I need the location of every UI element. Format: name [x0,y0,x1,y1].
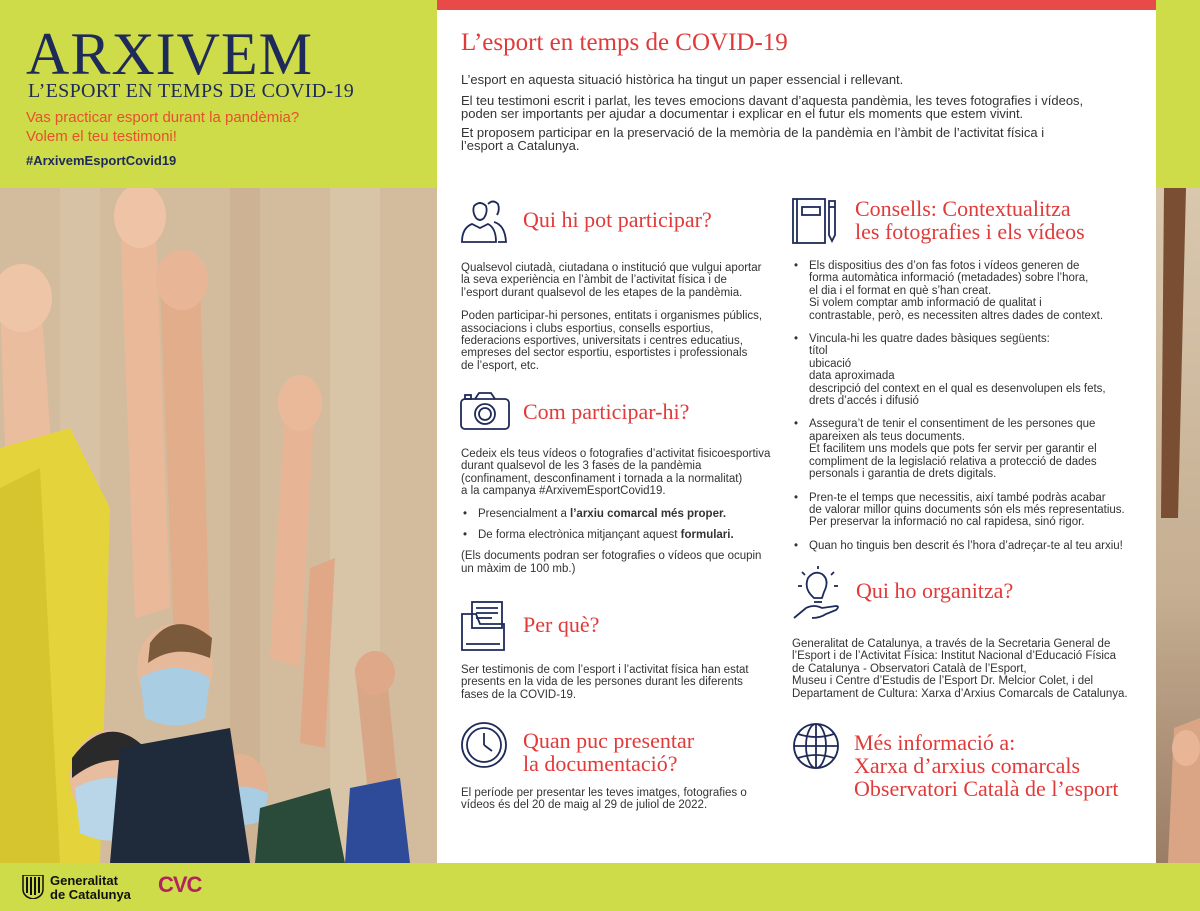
nearest-archive-link[interactable]: l’arxiu comarcal més proper. [570,507,727,520]
com-p1-line-3: (confinament, desconfinament i tornada a la normalitat) [461,472,743,485]
footer [0,863,437,911]
com-p1-line-4: a la campanya #ArxivemEsportCovid19. [461,485,666,498]
section-body-qui [461,262,781,372]
organitza-line-3: de Catalunya - Observatori Català de l’Esport, [792,662,1027,675]
photo-raised-hands [0,188,437,863]
qui-p1-line-3: l’esport durant qualsevol de les etapes de la pandèmia. [461,286,743,299]
tagline-line-2: Volem el teu testimoni! [26,128,177,145]
com-note-line-1: (Els documents podran ser fotografies o vídeos que ocupin [461,550,762,563]
perque-line-1: Ser testimonis de com l’esport i l’activitat física han estat [461,664,749,676]
header-left [0,0,437,188]
globe-icon [792,722,840,770]
consells-bullets [792,260,1142,552]
consells-bullet-3: • Assegura’t de tenir el consentiment de les persones que apareixen als teus documents. Et facilitem uns models que pots fer servir per garantir el compliment de la legislació relativa a protecció de dades personals i garantia de drets digitals. [792,418,1142,480]
organitza-line-2: l’Esport i de l’Activitat Física: Institut Nacional d’Educació Física [792,650,1117,663]
clock-icon [460,721,508,769]
section-body-com [461,448,781,575]
people-icon [460,198,508,244]
lightbulb-hand-icon [792,566,844,620]
consells-bullet-5: • Quan ho tinguis ben descrit és l’hora d’adreçar-te al teu arxiu! [792,540,1142,552]
qui-p2-line-1: Poden participar-hi persones, entitats i organismes públics, [461,310,763,323]
quan-line-2: vídeos és del 20 de maig al 29 de juliol de 2022. [461,799,708,812]
section-title-qui: Qui hi pot participar? [523,207,712,232]
tagline-line-1: Vas practicar esport durant la pandèmia? [26,109,300,126]
qui-p1-line-2: la seva experiència en l’àmbit de l’activitat física i de [461,274,727,287]
organitza-line-1: Generalitat de Catalunya, a través de la Secretaria General de [792,638,1111,650]
form-link[interactable]: formulari. [680,529,734,542]
brand-subtitle: L’ESPORT EN TEMPS DE COVID-19 [28,80,355,102]
com-bullets [461,508,781,542]
qui-p2-line-4: empreses del sector esportiu, esportistes i professionals [461,347,748,360]
intro-line-5: l’esport a Catalunya. [461,138,580,153]
consells-title-line-2: les fotografies i els vídeos [855,219,1085,244]
notebook-icon [791,197,839,245]
quan-line-1: El període per presentar les teves imatges, fotografies o [461,787,747,799]
com-p1-line-2: durant qualsevol de les 3 fases de la pandèmia [461,460,702,473]
section-title-info [854,731,1119,800]
panel-top-bar [437,0,1156,10]
intro-line-2: El teu testimoni escrit i parlat, les teves emocions davant d’aquesta pandèmia, les teves fotografies i vídeos, [461,93,1084,108]
organitza-line-4: Museu i Centre d’Estudis de l’Esport Dr. Melcior Colet, i del [792,675,1094,688]
tagline [26,108,299,146]
qui-p2-line-5: de l’esport, etc. [461,359,539,372]
section-title-consells [855,197,1085,243]
camera-icon [460,391,510,431]
intro-line-4: Et proposem participar en la preservació de la memòria de la pandèmia en l’àmbit de l’activitat física i [461,125,1045,140]
cvc-logo: CVC [158,872,202,897]
photo-right-strip [1156,188,1200,863]
intro-line-3: poden ser importants per ajudar a documentar i explicar en el futur els moments que estem vivint. [461,106,1024,121]
gencat-name [50,874,131,902]
consells-bullet-2: • Vincula-hi les quatre dades bàsiques següents: títol ubicació data aproximada descripció del context en el qual es desenvolupen els fets, drets d’accés i difusió [792,333,1142,407]
perque-line-3: fases de la COVID-19. [461,688,577,701]
intro-line-1: L’esport en aquesta situació històrica ha tingut un paper essencial i rellevant. [461,72,904,87]
info-title: Més informació a: [854,730,1016,755]
photo-right-illustration [1156,188,1200,863]
quan-title-line-1: Quan puc presentar [523,728,695,753]
section-title-com: Com participar-hi? [523,399,690,424]
section-body-perque [461,664,781,701]
brand-title: ARXIVEM [26,21,313,87]
section-body-quan [461,787,781,812]
gencat-line-1: Generalitat [50,873,118,888]
com-bullet-1: • Presencialment a l’arxiu comarcal més proper. [461,508,781,520]
hashtag: #ArxivemEsportCovid19 [26,153,177,168]
section-body-consells [792,260,1142,563]
qui-p2-line-2: associacions i clubs esportius, consells esportius, [461,322,714,335]
photo-illustration [0,188,437,863]
consells-title-line-1: Consells: Contextualitza [855,196,1071,221]
perque-line-2: presents en la vida de les persones durant les diferents [461,676,743,689]
link-xarxa-arxius[interactable]: Xarxa d’arxius comarcals [854,753,1081,778]
section-title-organitza: Qui ho organitza? [856,578,1014,603]
quan-title-line-2: la documentació? [523,751,678,776]
folder-icon [460,600,508,652]
link-observatori[interactable]: Observatori Català de l’esport [854,776,1119,801]
gencat-logo-icon [22,875,44,899]
gencat-line-2: de Catalunya [50,887,131,902]
organitza-line-5: Departament de Cultura: Xarxa d’Arxius Comarcals de Catalunya. [792,687,1128,700]
section-body-organitza [792,638,1152,700]
section-title-quan [523,729,694,775]
consells-bullet-4: • Pren-te el temps que necessitis, així també podràs acabar de valorar millor quins documents són els més representatius. Per preservar la informació no cal rapidesa, sinó rigor. [792,492,1142,529]
qui-p1-line-1: Qualsevol ciutadà, ciutadana o institució que vulgui aportar [461,262,762,274]
com-bullet-2: • De forma electrònica mitjançant aquest formulari. [461,529,781,541]
com-p1-line-1: Cedeix els teus vídeos o fotografies d’activitat fisicoesportiva [461,448,771,460]
section-title-perque: Per què? [523,612,600,637]
main-title: L’esport en temps de COVID-19 [461,29,788,56]
com-note-line-2: un màxim de 100 mb.) [461,562,576,575]
qui-p2-line-3: federacions esportives, universitats i centres educatius, [461,335,743,348]
consells-bullet-1: • Els dispositius des d’on fas fotos i vídeos generen de forma automàtica informació (metadades) sobre l’hora, el dia i el format en què s’han creat. Si volem comptar amb informació de qualitat i contrastable, però, es necessiten altres dades de context. [792,260,1142,322]
